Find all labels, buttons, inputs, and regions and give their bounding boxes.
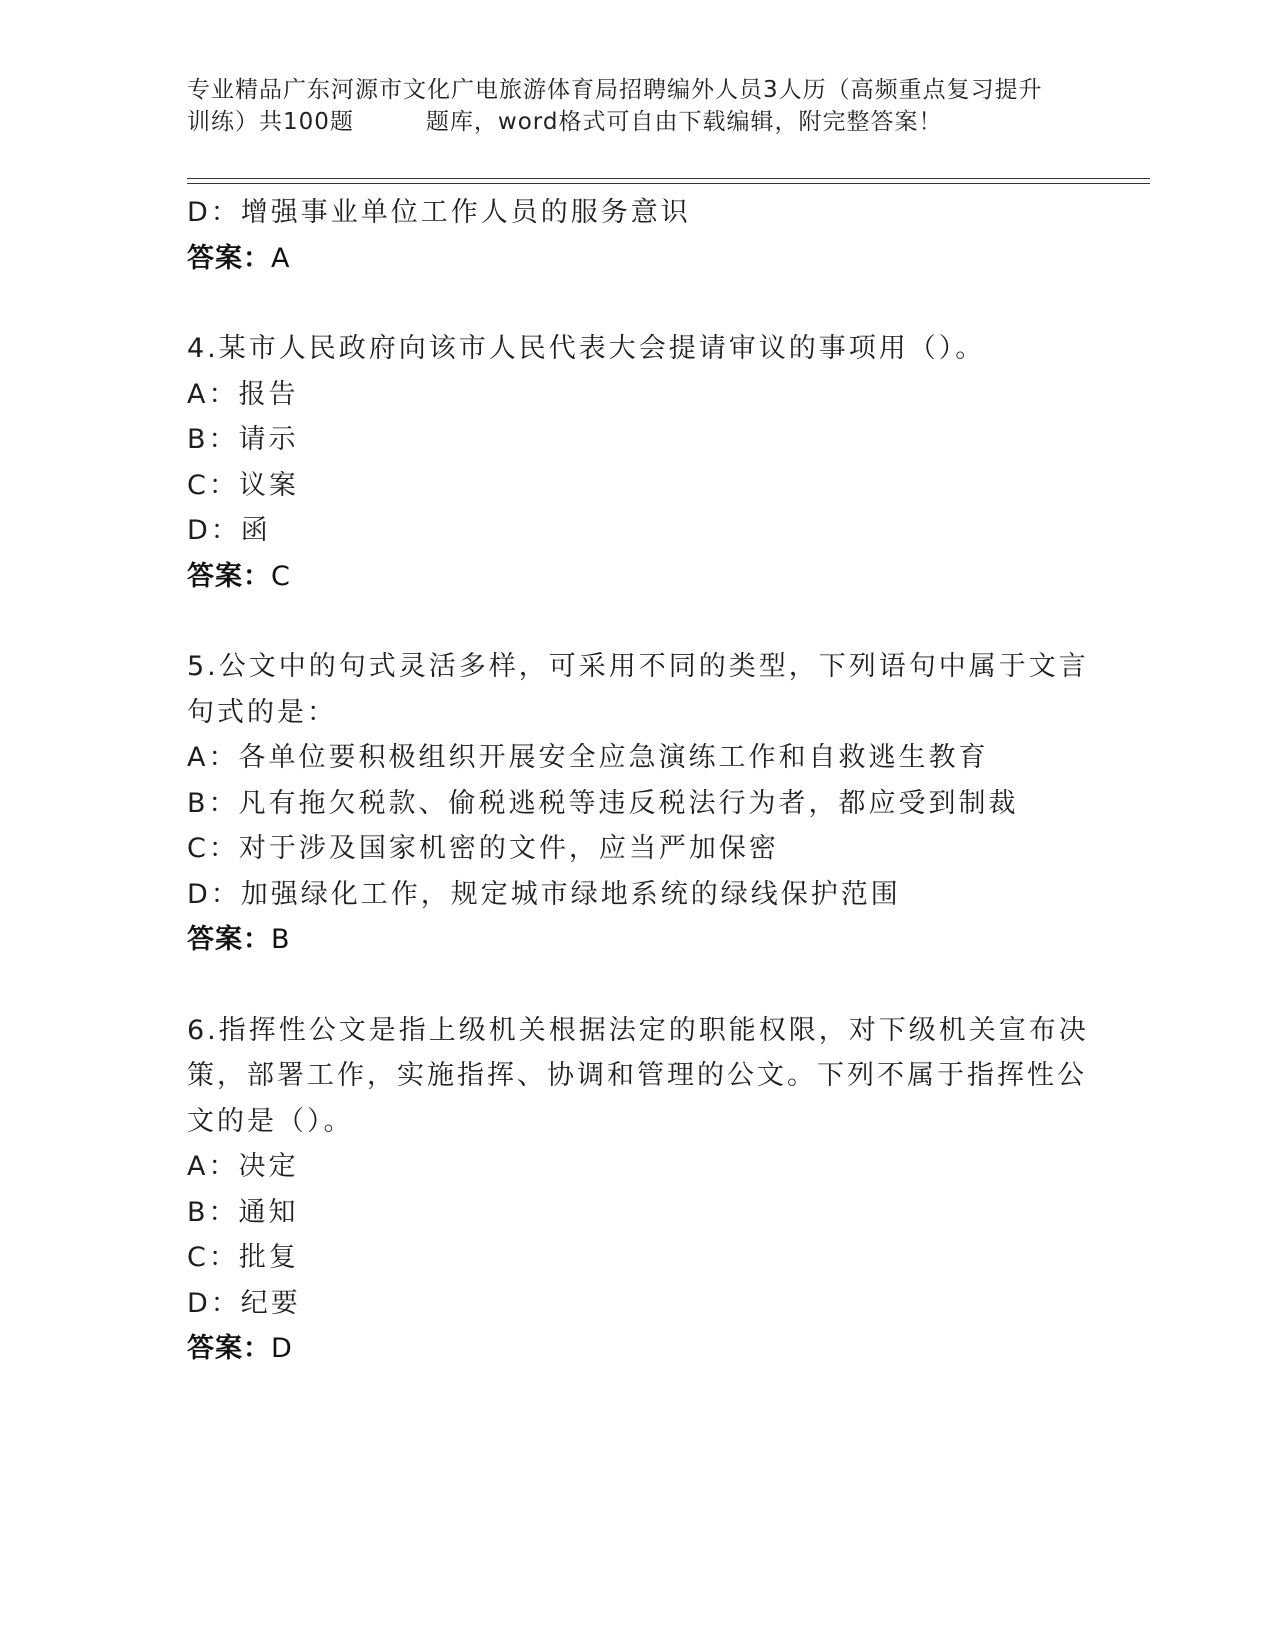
document-header xyxy=(187,74,1087,138)
answer-line xyxy=(187,1326,1067,1372)
option-a: A：决定 xyxy=(187,1151,299,1182)
answer-line xyxy=(187,917,1067,963)
question-5 xyxy=(187,644,1089,963)
answer-value: A xyxy=(271,242,291,274)
option-d: D：加强绿化工作，规定城市绿地系统的绿线保护范围 xyxy=(187,878,901,910)
answer-label: 答案： xyxy=(187,560,271,592)
header-title-line-1: 专业精品广东河源市文化广电旅游体育局招聘编外人员3人历（高频重点复习提升 xyxy=(187,77,1043,103)
previous-question-tail xyxy=(187,190,1067,281)
answer-line xyxy=(187,554,1067,600)
question-4 xyxy=(187,326,1067,599)
option-c: C：对于涉及国家机密的文件，应当严加保密 xyxy=(187,833,779,864)
answer-value: C xyxy=(271,560,291,592)
question-spacer xyxy=(187,599,1067,644)
question-stem: 4.某市人民政府向该市人民代表大会提请审议的事项用（）。 xyxy=(187,333,986,364)
option-d: D：函 xyxy=(187,515,271,546)
question-stem-line-2: 句式的是： xyxy=(187,696,337,728)
option-c: C：批复 xyxy=(187,1242,299,1273)
option-d: D：增强事业单位工作人员的服务意识 xyxy=(187,197,691,228)
option-a: A：各单位要积极组织开展安全应急演练工作和自救逃生教育 xyxy=(187,742,989,773)
header-title-line-2-end: 题库，word格式可自由下载编辑，附完整答案！ xyxy=(425,109,943,135)
option-a: A：报告 xyxy=(187,378,299,410)
question-list xyxy=(187,190,1089,1372)
question-stem-line-1: 5.公文中的句式灵活多样，可采用不同的类型，下列语句中属于文言 xyxy=(187,651,1089,682)
option-c: C：议案 xyxy=(187,469,299,501)
question-stem-line-2: 策，部署工作，实施指挥、协调和管理的公文。下列不属于指挥性公 xyxy=(187,1060,1087,1091)
header-divider-top xyxy=(187,178,1150,179)
question-6 xyxy=(187,1008,1089,1372)
answer-label: 答案： xyxy=(187,1333,271,1364)
option-d: D：纪要 xyxy=(187,1287,301,1319)
question-spacer xyxy=(187,963,1067,1008)
header-title-line-2 xyxy=(187,106,1087,138)
header-title-line-2-start: 训练）共100题 xyxy=(187,109,354,135)
option-b: B：请示 xyxy=(187,424,299,455)
question-stem-line-3: 文的是（）。 xyxy=(187,1105,354,1137)
answer-label: 答案： xyxy=(187,242,271,274)
answer-line xyxy=(187,236,1067,282)
option-b: B：凡有拖欠税款、偷税逃税等违反税法行为者，都应受到制裁 xyxy=(187,787,1019,819)
answer-value: B xyxy=(271,924,291,955)
option-b: B：通知 xyxy=(187,1196,299,1228)
question-spacer xyxy=(187,281,1067,326)
answer-label: 答案： xyxy=(187,924,271,955)
question-stem-line-1: 6.指挥性公文是指上级机关根据法定的职能权限，对下级机关宣布决 xyxy=(187,1014,1089,1046)
header-divider-bottom xyxy=(187,183,1150,184)
answer-value: D xyxy=(271,1333,293,1364)
